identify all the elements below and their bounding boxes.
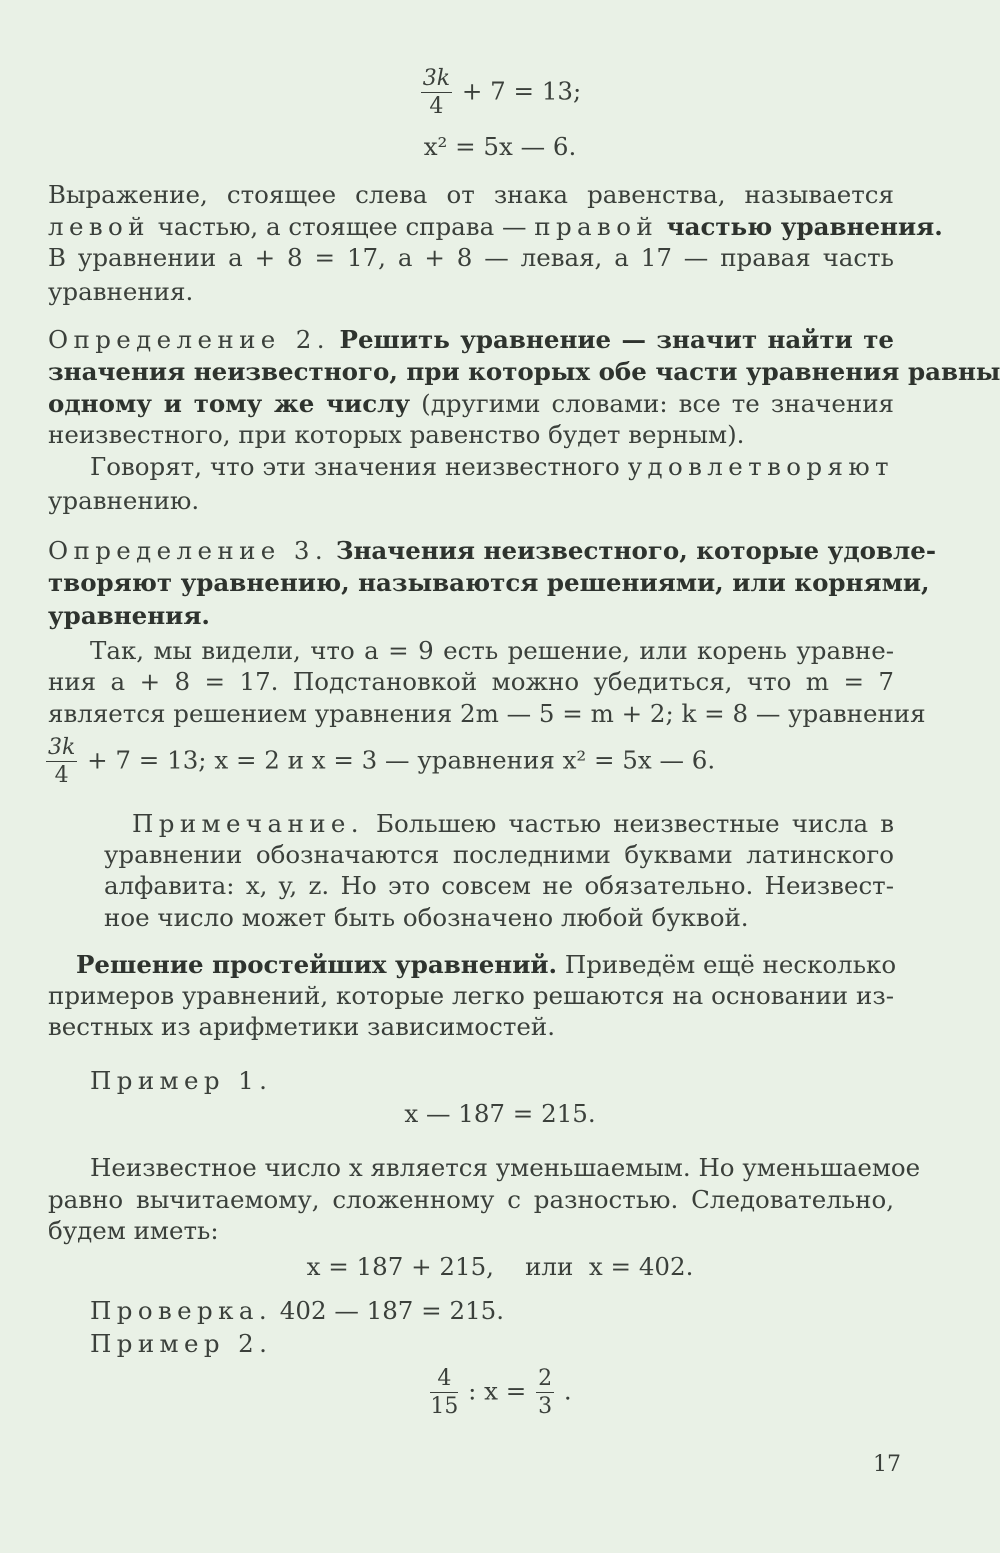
definition-label: Определение 2.	[48, 325, 330, 354]
paragraph-line: равно вычитаемому, сложенному с разностью. Следовательно,	[48, 1185, 894, 1214]
page-number: 17	[873, 1452, 901, 1477]
note-label: Примечание.	[132, 809, 364, 838]
paragraph-line: будем иметь:	[48, 1216, 219, 1245]
equation-2: x² = 5x — 6.	[423, 132, 577, 161]
definition-2-line: Определение 2. Решить уравнение — значит найти те	[48, 325, 894, 354]
equation-1: $\frac{3k}{4}$ + 7 = 13;	[422, 66, 582, 119]
note-line: алфавита: x, y, z. Но это совсем не обязательно. Неизвест-	[104, 871, 894, 900]
definition-2-line: неизвестного, при которых равенство будет верным).	[48, 420, 745, 449]
paragraph-line: Так, мы видели, что a = 9 есть решение, или корень уравне-	[90, 636, 894, 665]
paragraph-line: Говорят, что эти значения неизвестного удовлетворяют	[90, 452, 894, 481]
definition-3-line: Определение 3. Значения неизвестного, которые удовле-	[48, 536, 937, 565]
paragraph-line: является решением уравнения 2m — 5 = m + 2; k = 8 — уравнения	[48, 699, 926, 728]
fraction: $\frac{3k}{4}$	[422, 66, 451, 119]
check-line: Проверка. 402 — 187 = 215.	[90, 1296, 505, 1325]
section-line: примеров уравнений, которые легко решаются на основании из-	[48, 981, 894, 1010]
definition-2-line: значения неизвестного, при которых обе части уравнения равны	[48, 357, 1000, 386]
example-label: Пример 2.	[90, 1329, 273, 1358]
fraction: $\frac{4}{15}$	[430, 1366, 459, 1419]
definition-label: Определение 3.	[48, 536, 329, 565]
paragraph-line: уравнения.	[48, 277, 194, 306]
example-label: Пример 1.	[90, 1066, 273, 1095]
section-line: Решение простейших уравнений. Приведём ещё несколько	[76, 950, 897, 979]
section-line: вестных из арифметики зависимостей.	[48, 1012, 555, 1041]
paragraph-line: В уравнении a + 8 = 17, a + 8 — левая, а 17 — правая часть	[48, 243, 894, 272]
example-equation: x — 187 = 215.	[404, 1099, 596, 1128]
paragraph-line: Неизвестное число x является уменьшаемым. Но уменьшаемое	[90, 1153, 921, 1182]
paragraph-line: левой частью, а стоящее справа — правой частью уравнения.	[48, 212, 943, 241]
paragraph-line: ния a + 8 = 17. Подстановкой можно убедиться, что m = 7	[48, 667, 894, 696]
definition-3-line: уравнения.	[48, 601, 210, 630]
definition-2-line: одному и тому же числу (другими словами: все те значения	[48, 389, 894, 418]
example-result: x = 187 + 215, или x = 402.	[306, 1252, 694, 1281]
paragraph-line: Выражение, стоящее слева от знака равенства, называется	[48, 180, 894, 209]
note-line: уравнении обозначаются последними буквами латинского	[104, 840, 894, 869]
paragraph-line: $\frac{3k}{4}$ + 7 = 13; x = 2 и x = 3 — уравнения x² = 5x — 6.	[48, 735, 716, 788]
fraction: $\frac{3k}{4}$	[48, 735, 76, 788]
definition-3-line: творяют уравнению, называются решениями, или корнями,	[48, 568, 930, 597]
example-equation: $\frac{4}{15}$ : x = $\frac{2}{3}$ .	[430, 1366, 572, 1419]
fraction: $\frac{2}{3}$	[538, 1366, 553, 1419]
note-line: ное число может быть обозначено любой буквой.	[104, 903, 749, 932]
note-line: Примечание. Большею частью неизвестные числа в	[132, 809, 894, 838]
section-title: Решение простейших уравнений.	[76, 950, 558, 979]
paragraph-line: уравнению.	[48, 486, 200, 515]
